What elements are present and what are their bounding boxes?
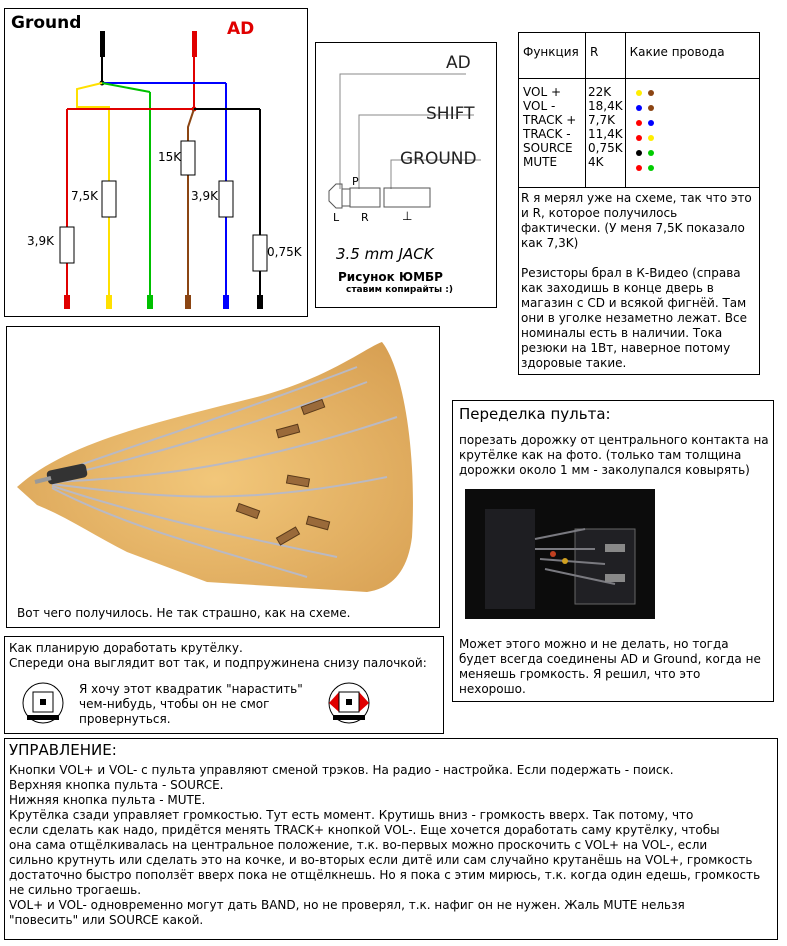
control-line: "повесить" или SOURCE какой.: [9, 913, 204, 927]
resistor-table-panel: [518, 32, 760, 388]
resistor-table: [518, 32, 760, 375]
wire-color-dot-icon: [648, 105, 654, 111]
wire-pair: [630, 115, 755, 130]
wire-color-dot-icon: [636, 165, 642, 171]
resistor-label-brown: 15K: [158, 150, 182, 164]
table-row-func: SOURCE: [523, 141, 573, 155]
photo-panel: [6, 326, 440, 628]
note-resistors: Резисторы брал в К-Видео (справа как заходишь в конце дверь в магазин с CD и всякой фигнёй. Там они в уголке незаметно лежат. Все номиналы есть в наличии. Тока резюки на 1Вт, наверное потому здоровые такие.: [521, 266, 747, 370]
jack-contact-p: P: [352, 175, 359, 188]
schematic-diagram: [5, 9, 309, 318]
control-text: [9, 763, 760, 928]
wire-color-dot-icon: [636, 90, 642, 96]
jack-label-ad: AD: [446, 53, 471, 73]
control-line: если сделать как надо, придётся менять TRACK+ кнопкой VOL-. Еще хочется доработать саму крутёлку, чтобы: [9, 823, 720, 837]
table-row-func: VOL -: [523, 99, 556, 113]
table-header-wires: Какие провода: [625, 33, 759, 79]
wiring-photo: [7, 327, 439, 597]
wire-color-dot-icon: [648, 120, 654, 126]
wire-pair: [630, 130, 755, 145]
wire-color-dot-icon: [648, 165, 654, 171]
wire-color-dot-icon: [648, 135, 654, 141]
table-row-r: 18,4K: [588, 99, 623, 113]
control-line: Кнопки VOL+ и VOL- с пульта управляют сменой трэков. На радио - настройка. Если подержать - поиск.: [9, 763, 674, 777]
table-row-r: 22K: [588, 85, 612, 99]
control-line: она сама отщёлкивалась на центральное положение, т.к. во-первых можно проскочить с VOL+ на VOL-, если: [9, 838, 708, 852]
knob-plan-line2: Спереди она выглядит вот так, и подпружинена снизу палочкой:: [9, 656, 427, 670]
remote-title: Переделка пульта:: [459, 405, 611, 423]
remote-panel: [452, 400, 774, 702]
jack-label-ground: GROUND: [400, 149, 477, 169]
resistor-label-black: 0,75K: [267, 245, 302, 259]
schematic-panel: [4, 8, 308, 317]
remote-note: Может этого можно и не делать, но тогда будет всегда соединены AD и Ground, когда не меняешь громкость. Я решил, что это нехорошо.: [459, 637, 761, 696]
resistor-label-yellow: 7,5K: [71, 189, 98, 203]
wire-color-dot-icon: [636, 105, 642, 111]
jack-contact-l: L: [333, 211, 340, 224]
wire-color-dot-icon: [636, 150, 642, 156]
jack-panel: [315, 42, 497, 308]
knob-front-icon: [19, 679, 67, 727]
jack-label-shift: SHIFT: [426, 104, 475, 124]
wire-color-dot-icon: [648, 90, 654, 96]
ground-label: Ground: [11, 13, 82, 33]
table-functions: [519, 79, 586, 188]
table-values: [586, 79, 626, 188]
resistor-label-blue: 3,9K: [191, 189, 218, 203]
control-line: сильно крутнуть или сделать это на кочке, и во-вторых если дитё или сам случайно крутанёшь на VOL+, громкость: [9, 853, 753, 867]
knob-panel: [4, 636, 444, 734]
control-panel: [4, 738, 778, 940]
wire-pair: [630, 145, 755, 160]
jack-contact-r: R: [361, 211, 369, 224]
knob-plan-line1: Как планирую доработать крутёлку.: [9, 641, 243, 655]
table-wires: [625, 79, 759, 188]
knob-plan-text: Я хочу этот квадратик "нарастить" чем-нибудь, чтобы он не смог провернуться.: [79, 682, 303, 726]
table-row-func: MUTE: [523, 155, 558, 169]
control-line: достаточно быстро поползёт вверх пока не отщёлкнешь. Но я пока с этим мирюсь, т.к. когда один едешь, громкость: [9, 868, 761, 882]
control-line: не сильно трогаешь.: [9, 883, 142, 897]
table-header-function: Функция: [519, 33, 586, 79]
control-line: Верхняя кнопка пульта - SOURCE.: [9, 778, 224, 792]
remote-instruction: порезать дорожку от центрального контакта на крутёлке как на фото. (только там толщина дорожки около 1 мм - заколупался ковырять): [459, 433, 769, 477]
wire-pair: [630, 100, 755, 115]
knob-modified-icon: [325, 679, 373, 727]
jack-model: 3.5 mm JACK: [336, 245, 434, 263]
wire-color-dot-icon: [636, 135, 642, 141]
jack-caption-sub: ставим копирайты :): [346, 285, 453, 295]
control-line: VOL+ и VOL- одновременно могут дать BAND, но не проверял, т.к. нафиг он не нужен. Жаль MUTE нельзя: [9, 898, 685, 912]
note-measurement: R я мерял уже на схеме, так что это и R, которое получилось фактически. (У меня 7,5K показало как 7,3K): [521, 191, 752, 250]
remote-photo: [465, 489, 655, 619]
ad-label: AD: [227, 19, 255, 39]
wire-pair: [630, 160, 755, 175]
table-notes: [519, 188, 760, 375]
control-title: УПРАВЛЕНИЕ:: [9, 741, 117, 759]
jack-contact-gnd: ⊥: [402, 209, 413, 223]
wire-color-dot-icon: [648, 150, 654, 156]
table-header-r: R: [586, 33, 626, 79]
table-row-r: 7,7K: [588, 113, 615, 127]
jack-caption: Рисунок ЮМБР: [338, 270, 443, 284]
table-row-r: 11,4K: [588, 127, 623, 141]
control-line: Нижняя кнопка пульта - MUTE.: [9, 793, 206, 807]
control-line: Крутёлка сзади управляет громкостью. Тут есть момент. Крутишь вниз - громкость вверх. Так потому, что: [9, 808, 694, 822]
table-row-func: TRACK -: [523, 127, 571, 141]
photo-caption: Вот чего получилось. Не так страшно, как на схеме.: [17, 606, 351, 620]
table-row-func: TRACK +: [523, 113, 577, 127]
wire-pair: [630, 85, 755, 100]
table-row-r: 0,75K: [588, 141, 623, 155]
resistor-label-red: 3,9K: [27, 234, 54, 248]
table-row-func: VOL +: [523, 85, 561, 99]
table-row-r: 4K: [588, 155, 604, 169]
wire-color-dot-icon: [636, 120, 642, 126]
